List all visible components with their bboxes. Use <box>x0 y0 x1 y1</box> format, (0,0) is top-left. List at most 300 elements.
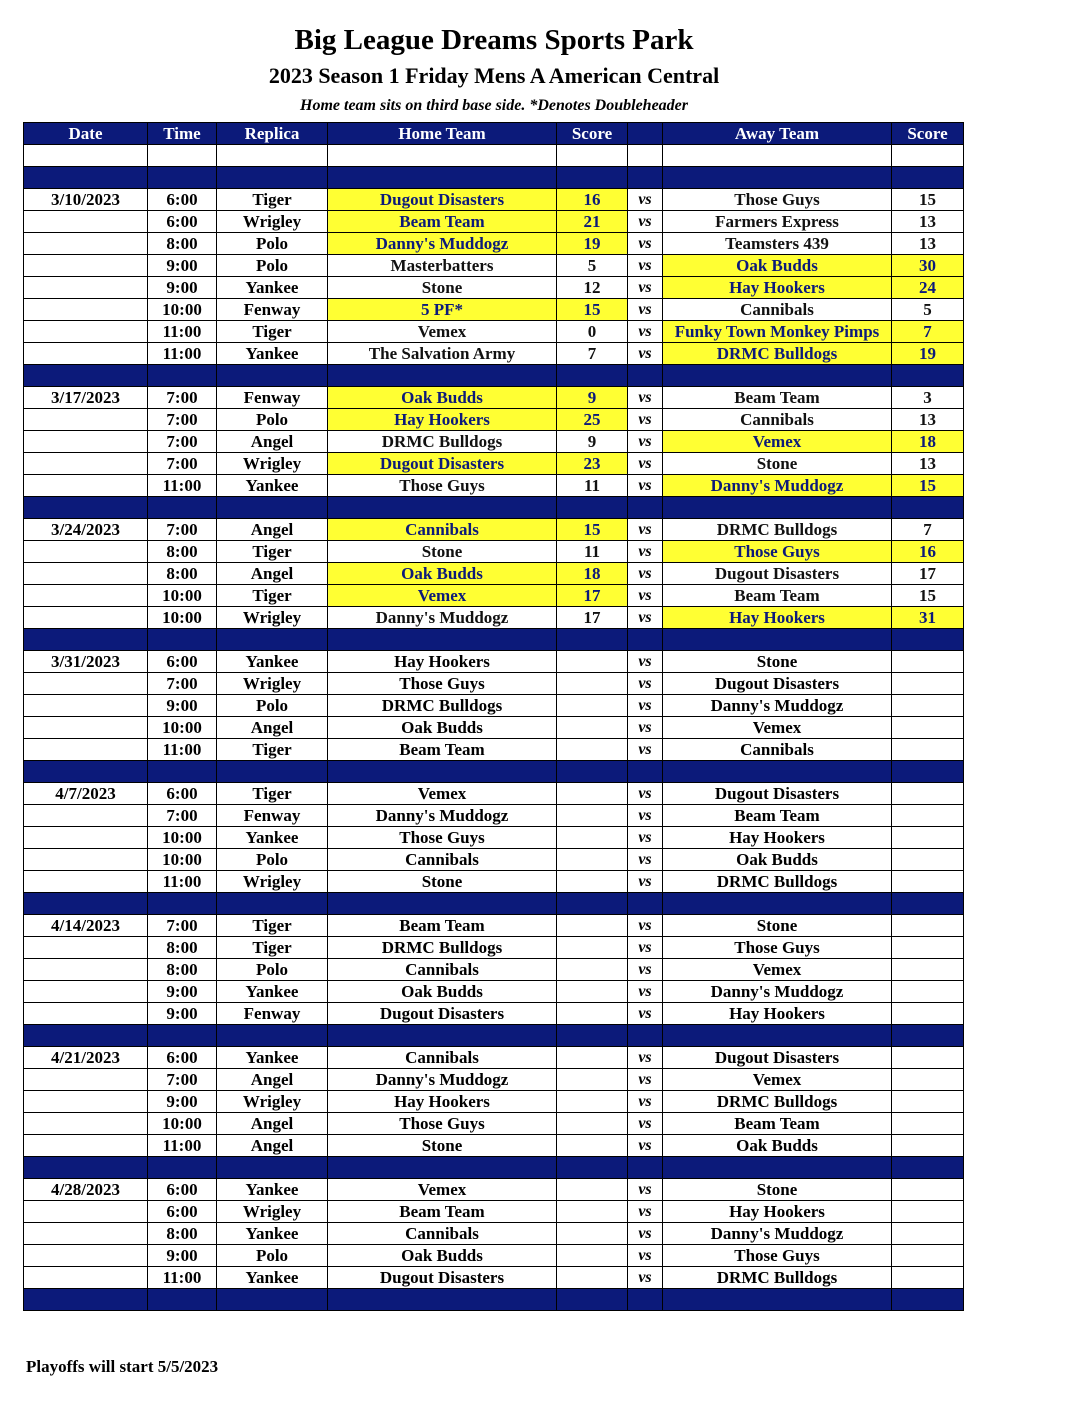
date-cell <box>24 1069 148 1091</box>
time-cell: 10:00 <box>148 607 217 629</box>
home-score-cell: 17 <box>557 607 628 629</box>
replica-field-cell: Fenway <box>217 299 328 321</box>
empty-cell <box>628 1157 663 1179</box>
away-score-cell: 3 <box>892 387 964 409</box>
time-cell: 8:00 <box>148 563 217 585</box>
date-cell <box>24 739 148 761</box>
empty-cell <box>628 497 663 519</box>
time-cell: 6:00 <box>148 1201 217 1223</box>
date-cell <box>24 607 148 629</box>
time-cell: 10:00 <box>148 849 217 871</box>
home-score-cell: 7 <box>557 343 628 365</box>
date-cell: 4/14/2023 <box>24 915 148 937</box>
home-team-cell: Stone <box>328 871 557 893</box>
home-team-cell: Those Guys <box>328 475 557 497</box>
home-team-cell: Hay Hookers <box>328 409 557 431</box>
home-team-cell: Beam Team <box>328 915 557 937</box>
away-score-cell: 7 <box>892 519 964 541</box>
empty-cell <box>148 1025 217 1047</box>
game-row <box>24 739 964 761</box>
time-cell: 10:00 <box>148 827 217 849</box>
empty-cell <box>217 761 328 783</box>
time-cell: 8:00 <box>148 541 217 563</box>
empty-cell <box>557 761 628 783</box>
time-cell: 11:00 <box>148 871 217 893</box>
game-row <box>24 673 964 695</box>
away-team-cell: Danny's Muddogz <box>663 475 892 497</box>
date-cell <box>24 299 148 321</box>
away-score-cell <box>892 1091 964 1113</box>
empty-cell <box>24 893 148 915</box>
empty-cell <box>148 761 217 783</box>
empty-cell <box>328 761 557 783</box>
home-score-cell <box>557 1135 628 1157</box>
time-cell: 11:00 <box>148 1267 217 1289</box>
replica-field-cell: Angel <box>217 431 328 453</box>
header-vs <box>628 123 663 145</box>
empty-cell <box>663 1157 892 1179</box>
empty-cell <box>24 629 148 651</box>
vs-cell: vs <box>628 431 663 453</box>
empty-cell <box>328 893 557 915</box>
vs-cell: vs <box>628 959 663 981</box>
vs-cell: vs <box>628 563 663 585</box>
game-row <box>24 695 964 717</box>
away-score-cell: 18 <box>892 431 964 453</box>
away-score-cell: 13 <box>892 409 964 431</box>
time-cell: 6:00 <box>148 1179 217 1201</box>
vs-cell: vs <box>628 299 663 321</box>
empty-cell <box>628 1289 663 1311</box>
game-row <box>24 717 964 739</box>
empty-cell <box>328 1025 557 1047</box>
vs-cell: vs <box>628 1113 663 1135</box>
time-cell: 8:00 <box>148 1223 217 1245</box>
home-team-cell: Oak Budds <box>328 717 557 739</box>
empty-cell <box>663 761 892 783</box>
away-score-cell <box>892 805 964 827</box>
home-score-cell: 21 <box>557 211 628 233</box>
home-team-cell: Dugout Disasters <box>328 453 557 475</box>
away-team-cell: Oak Budds <box>663 255 892 277</box>
game-row <box>24 1135 964 1157</box>
away-score-cell <box>892 1135 964 1157</box>
game-row <box>24 277 964 299</box>
replica-field-cell: Yankee <box>217 1047 328 1069</box>
away-score-cell <box>892 1003 964 1025</box>
date-cell <box>24 585 148 607</box>
replica-field-cell: Tiger <box>217 321 328 343</box>
away-score-cell: 7 <box>892 321 964 343</box>
date-cell <box>24 1135 148 1157</box>
home-score-cell: 19 <box>557 233 628 255</box>
empty-cell <box>148 365 217 387</box>
replica-field-cell: Polo <box>217 959 328 981</box>
home-score-cell <box>557 695 628 717</box>
empty-cell <box>24 1025 148 1047</box>
playoffs-note: Playoffs will start 5/5/2023 <box>26 1357 219 1376</box>
home-team-cell: Those Guys <box>328 1113 557 1135</box>
game-row <box>24 981 964 1003</box>
date-cell <box>24 541 148 563</box>
empty-cell <box>328 167 557 189</box>
time-cell: 9:00 <box>148 1003 217 1025</box>
empty-cell <box>148 893 217 915</box>
empty-cell <box>628 145 663 167</box>
date-cell: 4/7/2023 <box>24 783 148 805</box>
vs-cell: vs <box>628 805 663 827</box>
replica-field-cell: Fenway <box>217 805 328 827</box>
date-cell <box>24 849 148 871</box>
empty-cell <box>628 761 663 783</box>
away-score-cell: 24 <box>892 277 964 299</box>
away-score-cell: 19 <box>892 343 964 365</box>
replica-field-cell: Wrigley <box>217 1091 328 1113</box>
vs-cell: vs <box>628 453 663 475</box>
empty-cell <box>217 145 328 167</box>
home-team-cell: Stone <box>328 541 557 563</box>
away-team-cell: Stone <box>663 651 892 673</box>
vs-cell: vs <box>628 387 663 409</box>
away-score-cell <box>892 959 964 981</box>
time-cell: 6:00 <box>148 651 217 673</box>
separator-row <box>24 365 964 387</box>
away-team-cell: Beam Team <box>663 805 892 827</box>
away-score-cell <box>892 695 964 717</box>
empty-cell <box>663 1025 892 1047</box>
empty-cell <box>217 1157 328 1179</box>
replica-field-cell: Polo <box>217 1245 328 1267</box>
vs-cell: vs <box>628 1091 663 1113</box>
empty-cell <box>557 1289 628 1311</box>
time-cell: 11:00 <box>148 1135 217 1157</box>
home-team-cell: Dugout Disasters <box>328 1003 557 1025</box>
home-score-cell: 9 <box>557 387 628 409</box>
time-cell: 7:00 <box>148 453 217 475</box>
separator-row <box>24 497 964 519</box>
empty-cell <box>217 497 328 519</box>
home-score-cell <box>557 739 628 761</box>
date-cell <box>24 827 148 849</box>
vs-cell: vs <box>628 1135 663 1157</box>
away-team-cell: Cannibals <box>663 299 892 321</box>
time-cell: 7:00 <box>148 409 217 431</box>
empty-cell <box>557 167 628 189</box>
empty-cell <box>557 497 628 519</box>
game-row <box>24 189 964 211</box>
home-score-cell <box>557 651 628 673</box>
empty-cell <box>328 629 557 651</box>
away-score-cell: 13 <box>892 233 964 255</box>
away-team-cell: Stone <box>663 915 892 937</box>
vs-cell: vs <box>628 321 663 343</box>
empty-cell <box>557 1157 628 1179</box>
away-score-cell <box>892 1267 964 1289</box>
time-cell: 7:00 <box>148 1069 217 1091</box>
away-score-cell: 15 <box>892 475 964 497</box>
away-team-cell: Hay Hookers <box>663 1201 892 1223</box>
home-team-cell: Oak Budds <box>328 387 557 409</box>
replica-field-cell: Angel <box>217 563 328 585</box>
away-score-cell <box>892 915 964 937</box>
time-cell: 10:00 <box>148 1113 217 1135</box>
vs-cell: vs <box>628 189 663 211</box>
date-cell: 3/10/2023 <box>24 189 148 211</box>
home-score-cell <box>557 1069 628 1091</box>
replica-field-cell: Angel <box>217 1069 328 1091</box>
empty-cell <box>628 365 663 387</box>
home-team-cell: Dugout Disasters <box>328 189 557 211</box>
empty-cell <box>663 893 892 915</box>
home-score-cell: 11 <box>557 541 628 563</box>
replica-field-cell: Polo <box>217 255 328 277</box>
away-team-cell: DRMC Bulldogs <box>663 1091 892 1113</box>
game-row <box>24 541 964 563</box>
replica-field-cell: Yankee <box>217 1179 328 1201</box>
replica-field-cell: Tiger <box>217 915 328 937</box>
vs-cell: vs <box>628 585 663 607</box>
home-team-cell: Cannibals <box>328 959 557 981</box>
away-team-cell: Beam Team <box>663 585 892 607</box>
game-row <box>24 805 964 827</box>
separator-row <box>24 167 964 189</box>
empty-cell <box>328 145 557 167</box>
home-score-cell <box>557 1201 628 1223</box>
home-score-cell: 18 <box>557 563 628 585</box>
time-cell: 6:00 <box>148 211 217 233</box>
home-team-cell: Cannibals <box>328 1047 557 1069</box>
time-cell: 8:00 <box>148 959 217 981</box>
away-score-cell <box>892 739 964 761</box>
home-score-cell <box>557 1047 628 1069</box>
time-cell: 7:00 <box>148 673 217 695</box>
vs-cell: vs <box>628 981 663 1003</box>
away-team-cell: Oak Budds <box>663 849 892 871</box>
empty-cell <box>24 145 148 167</box>
empty-cell <box>892 145 964 167</box>
away-team-cell: Those Guys <box>663 189 892 211</box>
date-cell <box>24 1223 148 1245</box>
home-score-cell: 5 <box>557 255 628 277</box>
empty-cell <box>148 1289 217 1311</box>
header-replica: Replica <box>217 123 328 145</box>
replica-field-cell: Angel <box>217 717 328 739</box>
home-team-cell: Cannibals <box>328 849 557 871</box>
date-cell <box>24 695 148 717</box>
empty-cell <box>148 145 217 167</box>
empty-cell <box>663 1289 892 1311</box>
vs-cell: vs <box>628 1201 663 1223</box>
vs-cell: vs <box>628 607 663 629</box>
game-row <box>24 1091 964 1113</box>
empty-cell <box>892 167 964 189</box>
empty-cell <box>217 1289 328 1311</box>
separator-row <box>24 1157 964 1179</box>
time-cell: 8:00 <box>148 233 217 255</box>
home-score-cell <box>557 849 628 871</box>
away-team-cell: Hay Hookers <box>663 1003 892 1025</box>
time-cell: 7:00 <box>148 519 217 541</box>
away-team-cell: Beam Team <box>663 387 892 409</box>
empty-cell <box>892 1289 964 1311</box>
home-team-cell: Those Guys <box>328 827 557 849</box>
empty-cell <box>628 1025 663 1047</box>
empty-cell <box>628 629 663 651</box>
date-cell <box>24 431 148 453</box>
time-cell: 7:00 <box>148 915 217 937</box>
away-score-cell <box>892 849 964 871</box>
header-home-score: Score <box>557 123 628 145</box>
game-row <box>24 1245 964 1267</box>
game-row <box>24 475 964 497</box>
home-team-cell: Stone <box>328 277 557 299</box>
vs-cell: vs <box>628 1047 663 1069</box>
vs-cell: vs <box>628 673 663 695</box>
replica-field-cell: Angel <box>217 519 328 541</box>
vs-cell: vs <box>628 1245 663 1267</box>
vs-cell: vs <box>628 695 663 717</box>
date-cell: 4/21/2023 <box>24 1047 148 1069</box>
replica-field-cell: Polo <box>217 409 328 431</box>
vs-cell: vs <box>628 277 663 299</box>
replica-field-cell: Wrigley <box>217 453 328 475</box>
home-team-cell: The Salvation Army <box>328 343 557 365</box>
home-score-cell: 17 <box>557 585 628 607</box>
away-score-cell <box>892 717 964 739</box>
home-score-cell <box>557 959 628 981</box>
home-team-cell: Cannibals <box>328 1223 557 1245</box>
empty-cell <box>217 893 328 915</box>
game-row <box>24 1113 964 1135</box>
replica-field-cell: Wrigley <box>217 871 328 893</box>
time-cell: 9:00 <box>148 1245 217 1267</box>
away-score-cell <box>892 1245 964 1267</box>
time-cell: 11:00 <box>148 343 217 365</box>
game-row <box>24 585 964 607</box>
away-score-cell <box>892 981 964 1003</box>
time-cell: 9:00 <box>148 695 217 717</box>
empty-cell <box>328 365 557 387</box>
header-time: Time <box>148 123 217 145</box>
away-team-cell: Dugout Disasters <box>663 673 892 695</box>
away-team-cell: Hay Hookers <box>663 827 892 849</box>
vs-cell: vs <box>628 541 663 563</box>
home-score-cell: 23 <box>557 453 628 475</box>
away-score-cell <box>892 827 964 849</box>
empty-cell <box>217 365 328 387</box>
empty-cell <box>148 1157 217 1179</box>
time-cell: 6:00 <box>148 189 217 211</box>
replica-field-cell: Wrigley <box>217 673 328 695</box>
away-team-cell: Danny's Muddogz <box>663 695 892 717</box>
home-score-cell: 11 <box>557 475 628 497</box>
date-cell <box>24 1113 148 1135</box>
schedule-body <box>24 145 964 1311</box>
home-score-cell: 25 <box>557 409 628 431</box>
vs-cell: vs <box>628 343 663 365</box>
date-cell <box>24 211 148 233</box>
replica-field-cell: Wrigley <box>217 211 328 233</box>
date-cell <box>24 1245 148 1267</box>
empty-cell <box>217 629 328 651</box>
empty-cell <box>24 1157 148 1179</box>
home-team-cell: Masterbatters <box>328 255 557 277</box>
home-team-cell: Vemex <box>328 1179 557 1201</box>
home-team-cell: Beam Team <box>328 739 557 761</box>
home-team-cell: Danny's Muddogz <box>328 805 557 827</box>
empty-cell <box>557 1025 628 1047</box>
home-score-cell: 12 <box>557 277 628 299</box>
date-cell <box>24 673 148 695</box>
away-score-cell: 13 <box>892 211 964 233</box>
game-row <box>24 299 964 321</box>
game-row <box>24 1069 964 1091</box>
home-score-cell: 16 <box>557 189 628 211</box>
replica-field-cell: Yankee <box>217 827 328 849</box>
home-score-cell <box>557 937 628 959</box>
empty-cell <box>24 1289 148 1311</box>
game-row <box>24 1201 964 1223</box>
home-score-cell <box>557 783 628 805</box>
date-cell: 4/28/2023 <box>24 1179 148 1201</box>
empty-cell <box>148 167 217 189</box>
home-team-cell: Danny's Muddogz <box>328 1069 557 1091</box>
date-cell <box>24 233 148 255</box>
replica-field-cell: Tiger <box>217 585 328 607</box>
header-row <box>24 123 964 145</box>
replica-field-cell: Yankee <box>217 475 328 497</box>
home-team-cell: DRMC Bulldogs <box>328 695 557 717</box>
date-cell <box>24 453 148 475</box>
home-score-cell <box>557 1223 628 1245</box>
game-row <box>24 233 964 255</box>
schedule-note: Home team sits on third base side. *Denotes Doubleheader <box>300 97 688 114</box>
empty-cell <box>628 167 663 189</box>
time-cell: 7:00 <box>148 431 217 453</box>
time-cell: 11:00 <box>148 739 217 761</box>
away-team-cell: Cannibals <box>663 409 892 431</box>
separator-row <box>24 629 964 651</box>
time-cell: 7:00 <box>148 387 217 409</box>
home-team-cell: Cannibals <box>328 519 557 541</box>
time-cell: 11:00 <box>148 321 217 343</box>
vs-cell: vs <box>628 1223 663 1245</box>
empty-cell <box>892 365 964 387</box>
game-row <box>24 915 964 937</box>
away-team-cell: Danny's Muddogz <box>663 1223 892 1245</box>
game-row <box>24 431 964 453</box>
schedule-table <box>23 122 964 1311</box>
replica-field-cell: Wrigley <box>217 1201 328 1223</box>
empty-cell <box>24 365 148 387</box>
vs-cell: vs <box>628 849 663 871</box>
date-cell <box>24 717 148 739</box>
game-row <box>24 387 964 409</box>
away-score-cell <box>892 1223 964 1245</box>
home-team-cell: Oak Budds <box>328 981 557 1003</box>
away-score-cell: 30 <box>892 255 964 277</box>
away-team-cell: Hay Hookers <box>663 607 892 629</box>
home-score-cell <box>557 915 628 937</box>
home-team-cell: Danny's Muddogz <box>328 233 557 255</box>
time-cell: 10:00 <box>148 299 217 321</box>
time-cell: 9:00 <box>148 1091 217 1113</box>
empty-cell <box>557 365 628 387</box>
away-team-cell: Those Guys <box>663 541 892 563</box>
home-score-cell <box>557 673 628 695</box>
vs-cell: vs <box>628 233 663 255</box>
vs-cell: vs <box>628 519 663 541</box>
